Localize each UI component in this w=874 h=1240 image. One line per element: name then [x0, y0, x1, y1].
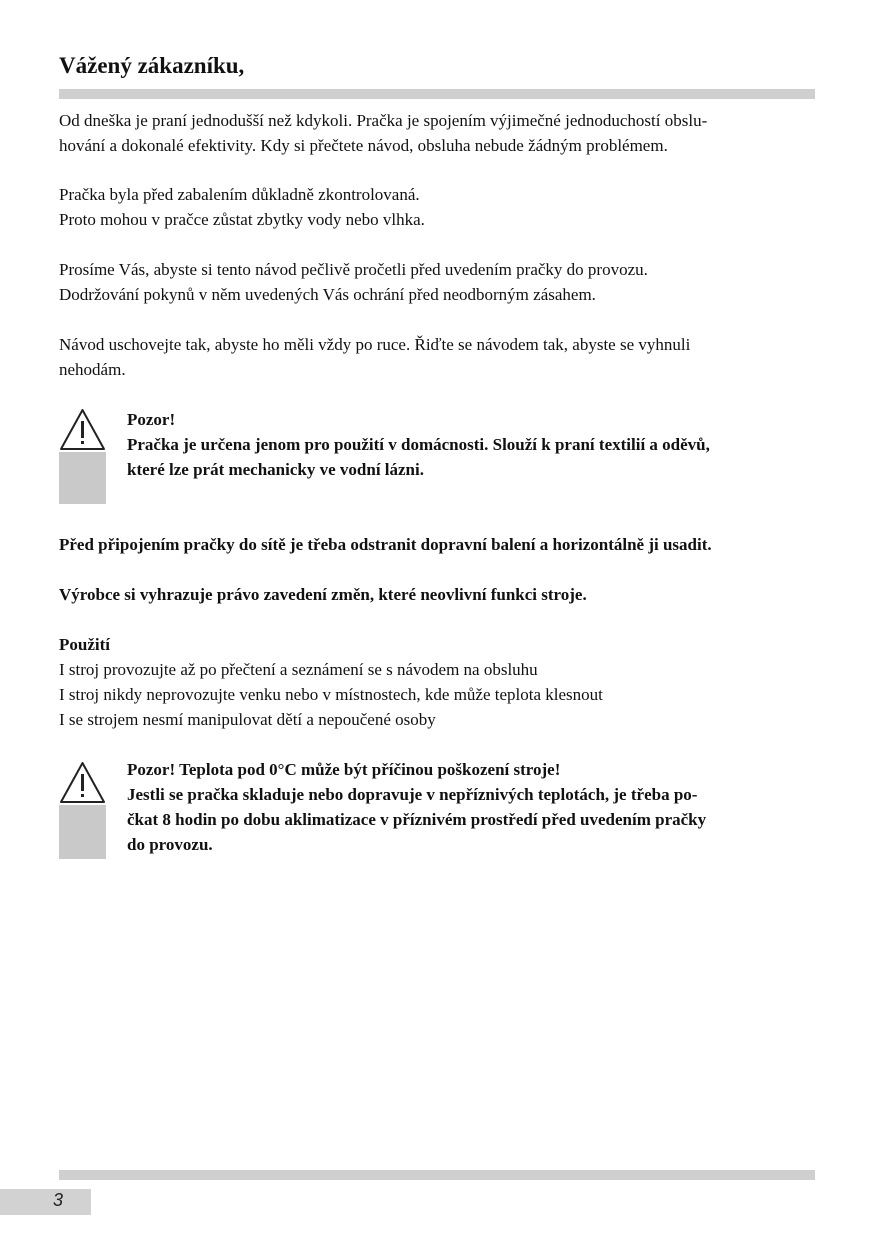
warning-triangle-icon [59, 407, 106, 452]
intro-paragraph [59, 108, 815, 158]
usage-heading: Použití [59, 635, 110, 654]
warning-box-2 [59, 760, 106, 859]
unpacking-notice-text: Před připojením pračky do sítě je třeba odstranit dopravní balení a horizontálně ji usadit. [59, 535, 712, 554]
keep-manual-paragraph [59, 332, 815, 382]
intro-line-2: hování a dokonalé efektivity. Kdy si přečtete návod, obsluha nebude žádným problémem. [59, 136, 668, 155]
usage-item: I stroj nikdy neprovozujte venku nebo v místnostech, kde může teplota klesnout [59, 685, 603, 704]
warning-text-2 [127, 757, 815, 857]
warning-1-line-1: Pračka je určena jenom pro použití v domácnosti. Slouží k praní textilií a oděvů, [127, 435, 710, 454]
warning-heading-2: Pozor! Teplota pod 0°C může být příčinou poškození stroje! [127, 760, 561, 779]
read-manual-paragraph [59, 257, 815, 307]
page-title: Vážený zákazníku, [59, 53, 245, 78]
header-rule [59, 89, 815, 99]
warning-gray-bar [59, 805, 106, 859]
page-number-box [0, 1189, 91, 1215]
inspection-line-1: Pračka byla před zabalením důkladně zkontrolovaná. [59, 185, 420, 204]
usage-section [59, 632, 815, 732]
usage-item: I se strojem nesmí manipulovat dětí a nepoučené osoby [59, 710, 436, 729]
footer-rule [59, 1170, 815, 1180]
warning-2-line-2: čkat 8 hodin po dobu aklimatizace v příznivém prostředí před uvedením pračky [127, 810, 707, 829]
warning-1-line-2: které lze prát mechanicky ve vodní lázni. [127, 460, 424, 479]
intro-line-1: Od dneška je praní jednodušší než kdykoli. Pračka je spojením výjimečné jednoduchostí obslu- [59, 111, 708, 130]
warning-2-line-3: do provozu. [127, 835, 213, 854]
warning-box-1 [59, 407, 106, 504]
warning-triangle-icon [59, 760, 106, 805]
inspection-paragraph [59, 182, 815, 232]
inspection-line-2: Proto mohou v pračce zůstat zbytky vody nebo vlhka. [59, 210, 425, 229]
warning-2-line-1: Jestli se pračka skladuje nebo dopravuje v nepříznivých teplotách, je třeba po- [127, 785, 698, 804]
warning-gray-bar [59, 452, 106, 504]
keep-manual-line-1: Návod uschovejte tak, abyste ho měli vždy po ruce. Řiďte se návodem tak, abyste se vyhnuli [59, 335, 691, 354]
read-manual-line-1: Prosíme Vás, abyste si tento návod pečlivě pročetli před uvedením pračky do provozu. [59, 260, 648, 279]
warning-text-1 [127, 407, 815, 482]
manufacturer-notice [59, 582, 815, 607]
usage-item: I stroj provozujte až po přečtení a seznámení se s návodem na obsluhu [59, 660, 538, 679]
warning-heading-1: Pozor! [127, 410, 176, 429]
keep-manual-line-2: nehodám. [59, 360, 126, 379]
manufacturer-notice-text: Výrobce si vyhrazuje právo zavedení změn, které neovlivní funkci stroje. [59, 585, 587, 604]
page-number: 3 [53, 1190, 64, 1210]
read-manual-line-2: Dodržování pokynů v něm uvedených Vás ochrání před neodborným zásahem. [59, 285, 596, 304]
unpacking-notice [59, 532, 815, 557]
